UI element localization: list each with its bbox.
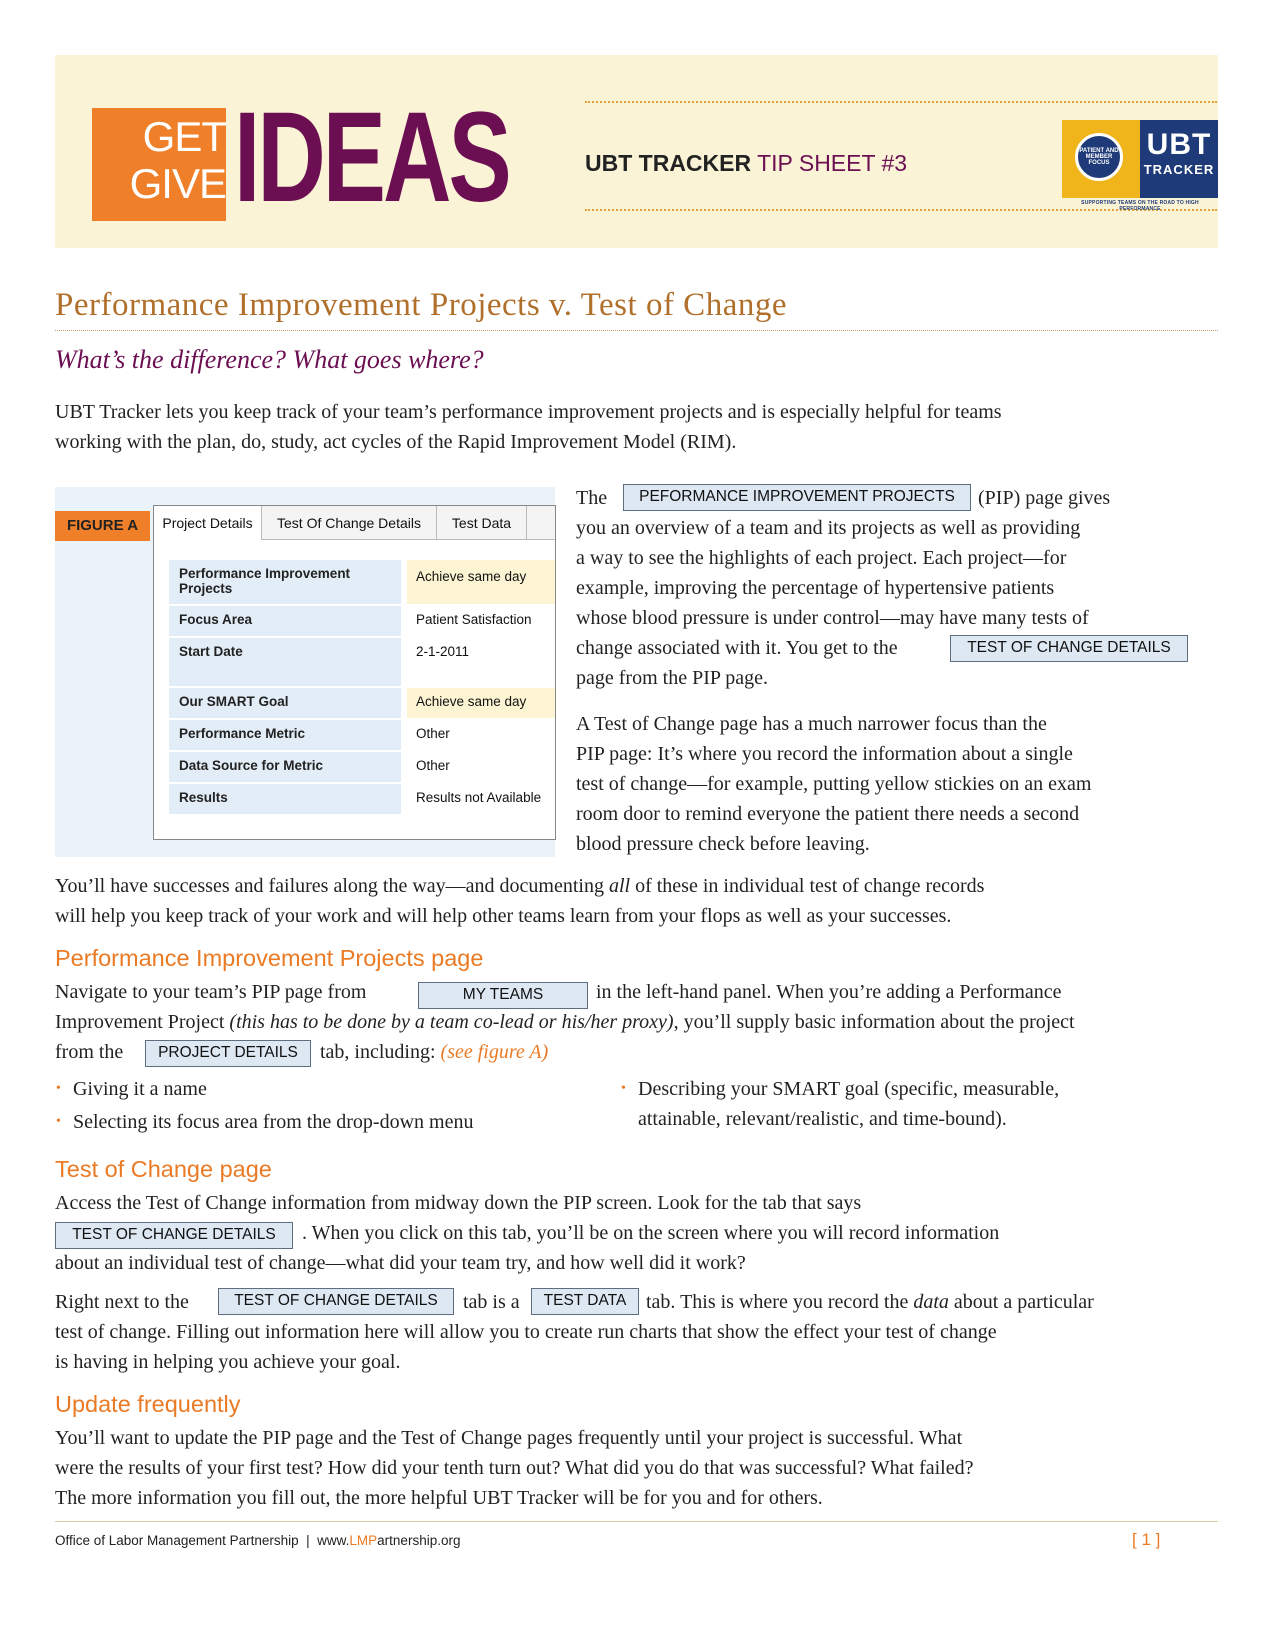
pip-section-line-2 — [55, 1007, 1075, 1038]
figure-row — [169, 688, 556, 718]
page-number: [ 1 ] — [1132, 1530, 1161, 1549]
list-item-text: Describing your SMART goal (specific, measurable, — [638, 1078, 1060, 1100]
toc-p2-text-a: Right next to the — [55, 1291, 189, 1313]
page-subtitle: What’s the difference? What goes where? — [55, 345, 484, 374]
figure-row-value: Patient Satisfaction — [416, 612, 532, 627]
see-figure-a-link[interactable]: (see figure A) — [440, 1041, 549, 1063]
intro-line-1: UBT Tracker lets you keep track of your team’s performance improvement projects and is especially helpful for teams — [55, 401, 1002, 423]
toc-p2-line-3: is having in helping you achieve your goal. — [55, 1351, 401, 1373]
pip-line-2: you an overview of a team and its projects as well as providing — [576, 517, 1081, 539]
pip-section-line-1a: Navigate to your team’s PIP page from — [55, 981, 367, 1003]
compass-emblem-icon — [1062, 120, 1140, 198]
figure-row — [169, 720, 556, 750]
test-of-change-details-button[interactable]: TEST OF CHANGE DETAILS — [950, 635, 1188, 662]
give-word: GIVE — [129, 160, 226, 207]
header-dotted-rule-top — [585, 101, 1217, 103]
logo-emblem-text: PATIENT AND MEMBER FOCUS — [1075, 133, 1123, 181]
pip-line-7: page from the PIP page. — [576, 667, 768, 689]
intro-line-2: working with the plan, do, study, act cycles of the Rapid Improvement Model (RIM). — [55, 431, 737, 453]
figure-row-label: Results — [169, 784, 401, 814]
toc-p2-record-text: tab. This is where you record the — [646, 1291, 914, 1313]
bullet-dot-icon: • — [56, 1114, 61, 1129]
tab-test-data[interactable]: Test Data — [437, 506, 527, 540]
list-item-text: Selecting its focus area from the drop-down menu — [73, 1111, 474, 1133]
toc-section-line-3: about an individual test of change—what did your team try, and how well did it work? — [55, 1252, 746, 1274]
tab-strip-filler — [527, 506, 556, 540]
toc-p2-text-b: tab is a — [463, 1291, 520, 1313]
pip-line-1: (PIP) page gives — [978, 487, 1111, 509]
footer-rule — [55, 1521, 1218, 1522]
toc-p2-line-2: test of change. Filling out information here will allow you to create run charts that show the effect your test of change — [55, 1321, 997, 1343]
get-give-logo-block — [92, 108, 226, 221]
figure-label: FIGURE A — [55, 511, 150, 541]
tip-sheet-title — [585, 150, 907, 177]
test-of-change-details-button[interactable]: TEST OF CHANGE DETAILS — [55, 1222, 293, 1249]
tip-title-number: TIP SHEET #3 — [757, 150, 908, 176]
list-item — [621, 1074, 1060, 1104]
performance-improvement-projects-button[interactable]: PEFORMANCE IMPROVEMENT PROJECTS — [623, 484, 971, 511]
pip-section-proxy-note: (this has to be done by a team co-lead or his/her proxy) — [229, 1011, 674, 1033]
ideas-wordmark: IDEAS — [234, 86, 509, 229]
list-item-continuation: attainable, relevant/realistic, and time-bound). — [638, 1108, 1007, 1130]
toc-p2-particular-text: about a particular — [948, 1291, 1094, 1313]
pip-section-line-1b: in the left-hand panel. When you’re adding a Performance — [596, 981, 1062, 1003]
tab-test-of-change-details[interactable]: Test Of Change Details — [262, 506, 437, 540]
footer-link-domain: artnership.org — [377, 1533, 461, 1548]
pip-section-line-3b — [320, 1037, 548, 1068]
pip-section-text-a: Improvement Project — [55, 1011, 230, 1033]
pip-line-4: example, improving the percentage of hypertensive patients — [576, 577, 1055, 599]
pip-section-line-3a: from the — [55, 1041, 124, 1063]
figure-row-label: Focus Area — [169, 606, 401, 636]
toc-section-line-1: Access the Test of Change information from midway down the PIP screen. Look for the tab that says — [55, 1192, 862, 1214]
figure-row-value: 2-1-2011 — [416, 644, 470, 659]
figure-row-label: Start Date — [169, 638, 401, 686]
pip-section-heading: Performance Improvement Projects page — [55, 945, 484, 971]
figure-row-value: Results not Available — [416, 790, 542, 805]
toc-line-5: blood pressure check before leaving. — [576, 833, 870, 855]
success-emphasis: all — [608, 875, 631, 897]
bullet-dot-icon: • — [56, 1081, 61, 1096]
get-word: GET — [142, 113, 226, 160]
list-item-text: Giving it a name — [73, 1078, 207, 1100]
success-line-2: will help you keep track of your work and will help other teams learn from your flops as well as your successes. — [55, 905, 952, 927]
logo-text-block — [1140, 120, 1218, 198]
figure-row-value: Other — [416, 726, 450, 741]
bullet-dot-icon: • — [621, 1081, 626, 1096]
test-data-button[interactable]: TEST DATA — [531, 1288, 639, 1315]
test-of-change-details-button[interactable]: TEST OF CHANGE DETAILS — [218, 1288, 454, 1315]
list-item — [56, 1107, 474, 1137]
tip-title-bold: UBT TRACKER — [585, 150, 752, 176]
success-text-a: You’ll have successes and failures along the way—and documenting — [55, 875, 609, 897]
success-text-b: of these in individual test of change records — [630, 875, 985, 897]
toc-line-1: A Test of Change page has a much narrower focus than the — [576, 713, 1047, 735]
figure-screenshot-panel — [153, 505, 556, 840]
figure-row-label: Data Source for Metric — [169, 752, 401, 782]
figure-row-value: Achieve same day — [407, 560, 556, 604]
logo-tagline: SUPPORTING TEAMS ON THE ROAD TO HIGH PERFORMANCE — [1081, 200, 1199, 212]
list-item — [56, 1074, 207, 1104]
footer-org: Office of Labor Management Partnership | www. — [55, 1533, 350, 1548]
figure-row — [169, 752, 556, 782]
update-line-3: The more information you fill out, the more helpful UBT Tracker will be for you and for others. — [55, 1487, 823, 1509]
toc-line-2: PIP page: It’s where you record the information about a single — [576, 743, 1073, 765]
logo-tracker: TRACKER — [1143, 162, 1215, 177]
figure-row — [169, 638, 556, 686]
tab-project-details[interactable]: Project Details — [154, 506, 262, 540]
update-line-2: were the results of your first test? How did your tenth turn out? What did you do that was successful? What failed? — [55, 1457, 974, 1479]
project-details-button[interactable]: PROJECT DETAILS — [145, 1040, 311, 1067]
figure-row-label: Performance Metric — [169, 720, 401, 750]
pip-line-6: change associated with it. You get to the — [576, 637, 898, 659]
pip-section-tab-including: tab, including: — [320, 1041, 436, 1063]
toc-section-line-2: . When you click on this tab, you’ll be on the screen where you will record information — [302, 1222, 1000, 1244]
toc-line-3: test of change—for example, putting yellow stickies on an exam — [576, 773, 1092, 795]
title-rule — [55, 330, 1218, 331]
my-teams-button[interactable]: MY TEAMS — [418, 982, 588, 1009]
figure-row-value: Other — [416, 758, 450, 773]
footer-link[interactable] — [349, 1533, 460, 1548]
success-line-1 — [55, 871, 984, 902]
update-line-1: You’ll want to update the PIP page and the Test of Change pages frequently until your project is successful. What — [55, 1427, 963, 1449]
toc-p2-text-c — [646, 1287, 1094, 1318]
pip-section-text-b: , you’ll supply basic information about the project — [673, 1011, 1075, 1033]
footer-link-lmp: LMP — [349, 1533, 378, 1548]
figure-row-label: Performance Improvement Projects — [169, 560, 401, 604]
figure-row — [169, 784, 556, 814]
figure-row — [169, 560, 556, 604]
logo-ubt: UBT — [1146, 128, 1212, 161]
toc-p2-data-emphasis: data — [913, 1291, 949, 1313]
figure-row-label: Our SMART Goal — [169, 688, 401, 718]
toc-line-4: room door to remind everyone the patient there needs a second — [576, 803, 1080, 825]
pip-line-5: whose blood pressure is under control—may have many tests of — [576, 607, 1089, 629]
figure-row-value: Achieve same day — [407, 688, 556, 718]
footer-text — [55, 1533, 460, 1548]
page-title: Performance Improvement Projects v. Test of Change — [55, 287, 787, 323]
update-section-heading: Update frequently — [55, 1391, 241, 1417]
toc-section-heading: Test of Change page — [55, 1156, 272, 1182]
figure-row — [169, 606, 556, 636]
ubt-tracker-logo — [1062, 120, 1218, 198]
pip-the: The — [576, 487, 608, 509]
pip-line-3: a way to see the highlights of each project. Each project—for — [576, 547, 1067, 569]
